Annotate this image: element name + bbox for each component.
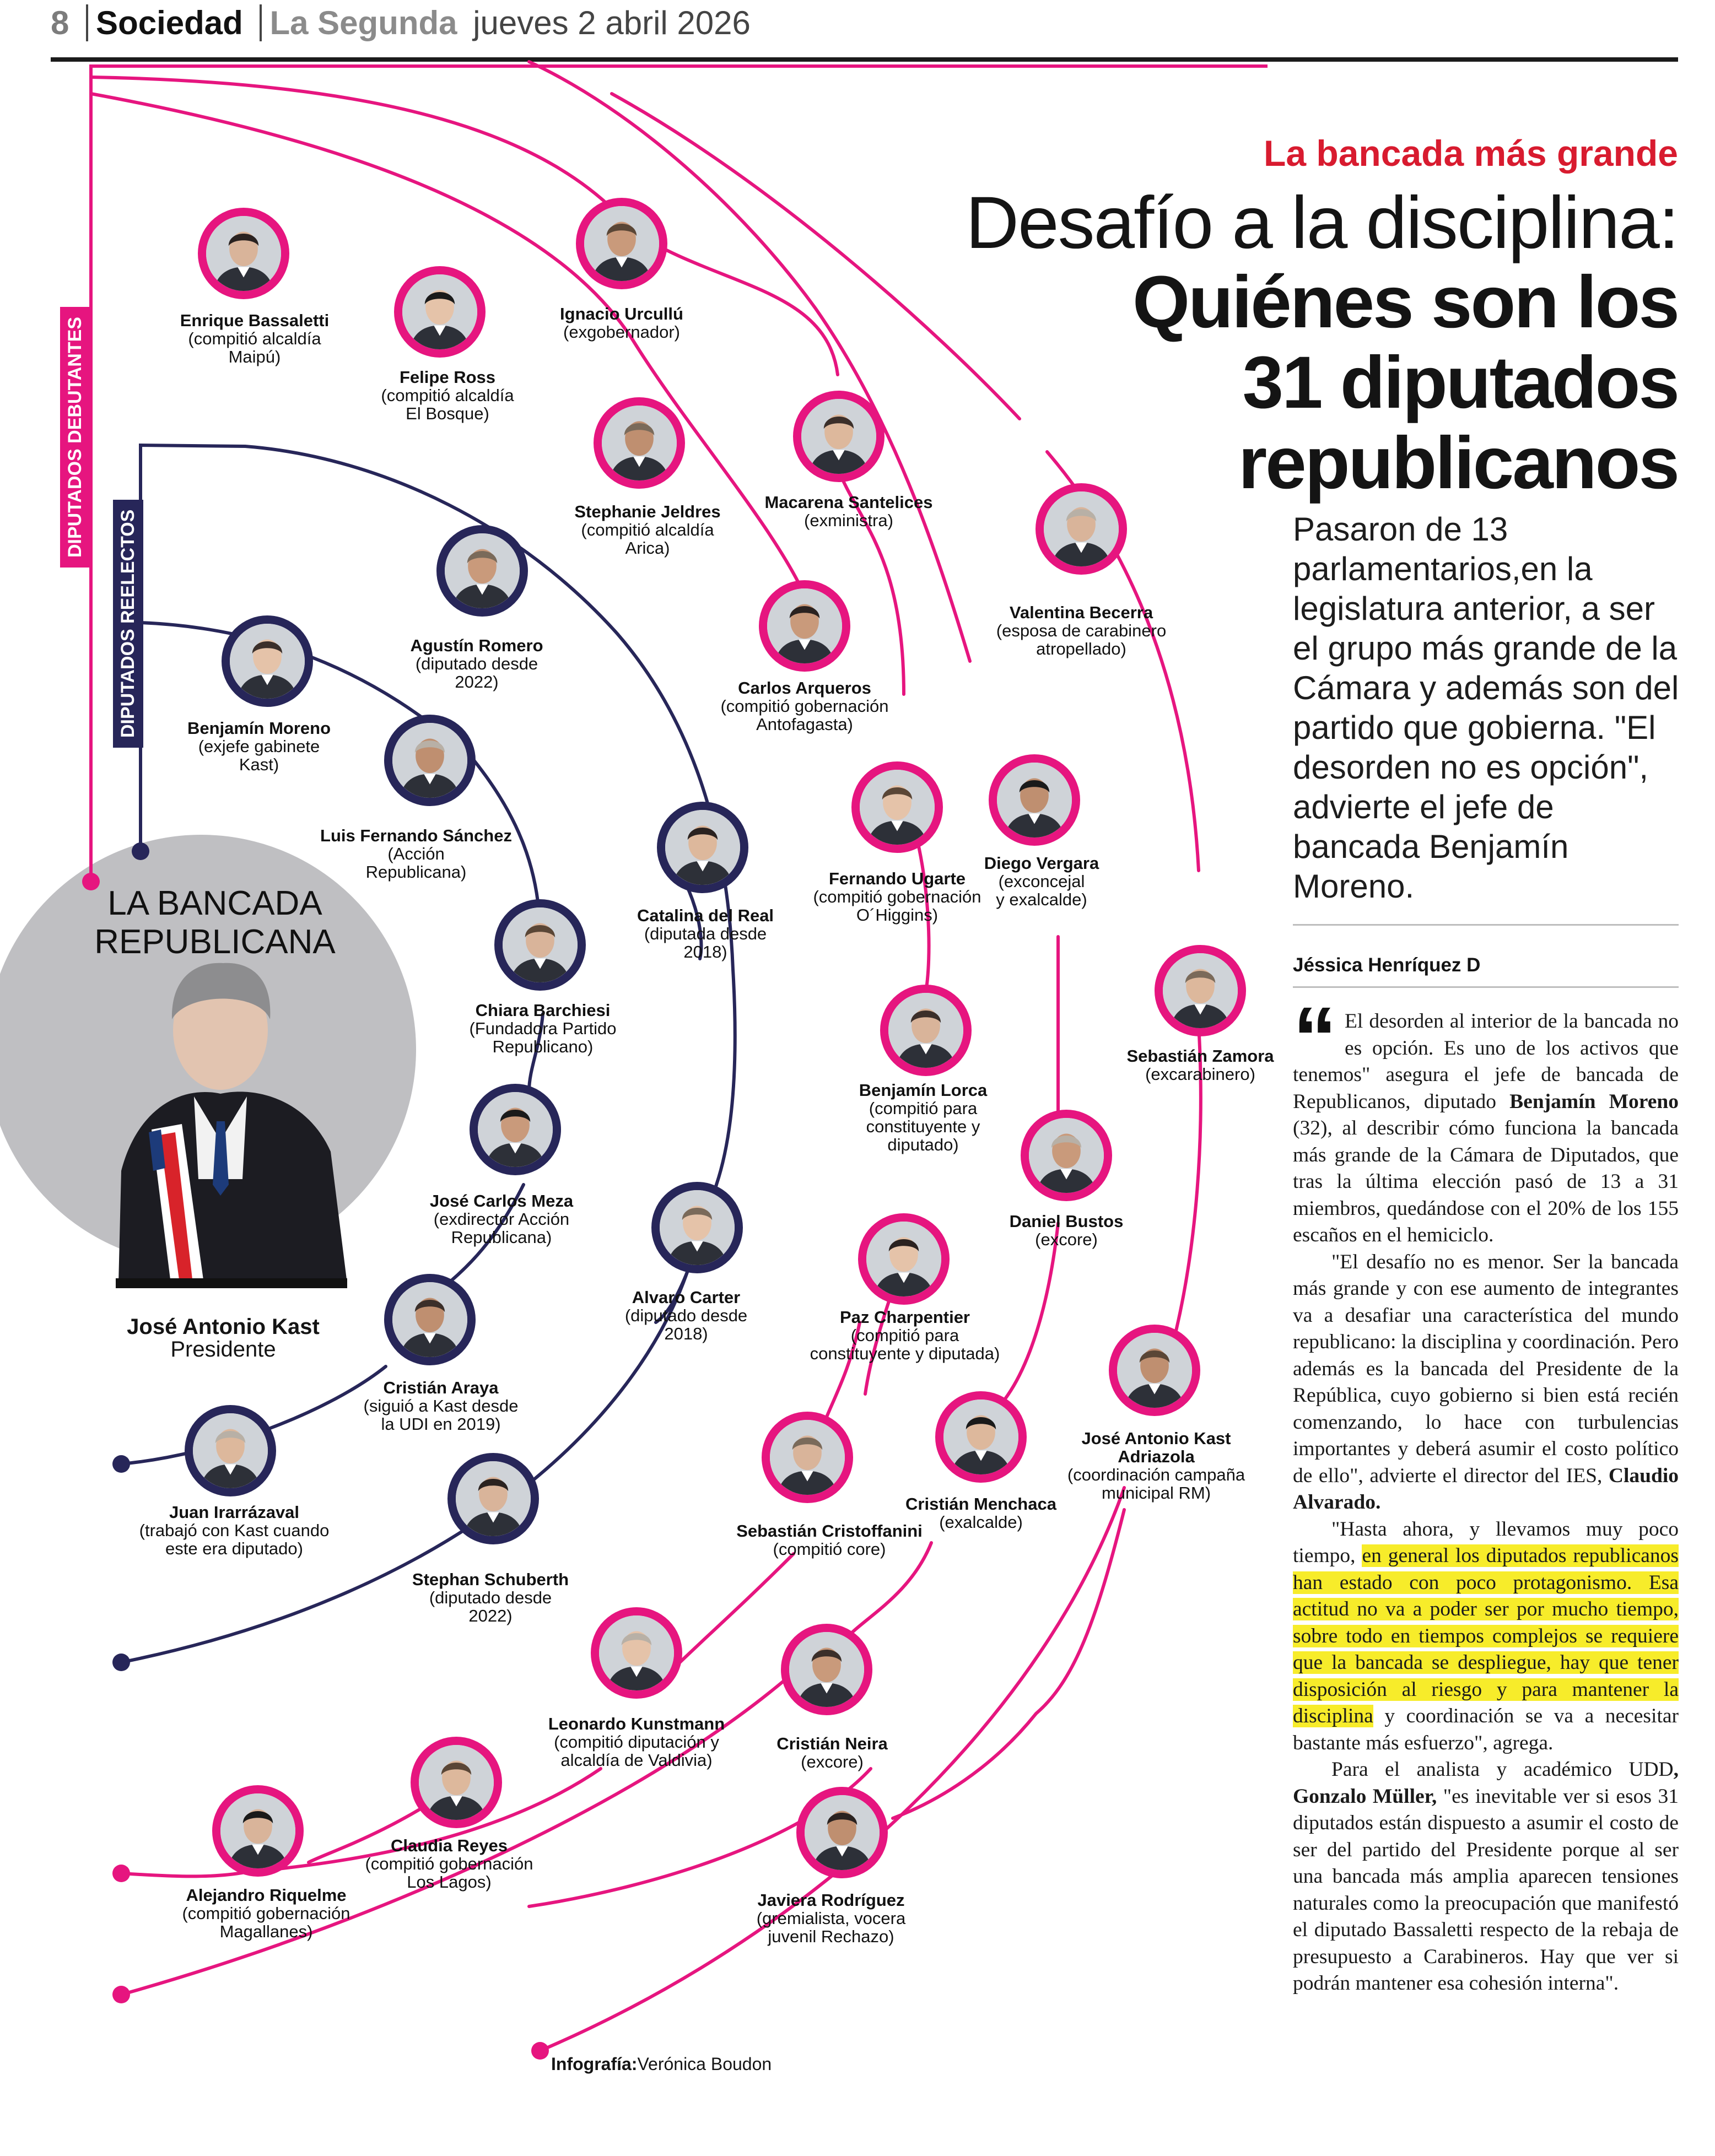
person-photo-icon: [888, 993, 963, 1068]
deputy-description: (exjefe gabinete: [198, 737, 320, 756]
portrait-charpentier: [858, 1213, 950, 1305]
portrait-neira: [781, 1624, 872, 1715]
deputy-label-reyes: [350, 1836, 548, 1891]
deputy-description: (excore): [1035, 1230, 1098, 1249]
person-photo-icon: [456, 1461, 531, 1536]
deputy-label-zamora: [1101, 1047, 1299, 1083]
bancada-title-line-2: REPUBLICANA: [94, 923, 336, 961]
deputy-name: Fernando Ugarte: [828, 869, 966, 888]
person-photo-icon: [866, 1222, 941, 1296]
deputy-description: (excarabinero): [1145, 1065, 1255, 1084]
highlighted-text: en general los diputados republicanos han estado con poco protagonismo. Esa actitud no va a poder ser por mucho tiempo, sobre todo en tiempos complejos se requiere que la bancada se despliegue, hay que tener disposición al riesgo y para mantener la disciplina: [1293, 1544, 1679, 1727]
deputy-name: José Carlos Meza: [429, 1191, 574, 1211]
deputy-name: Claudia Reyes: [391, 1836, 508, 1855]
person-name: Benjamín Moreno: [1509, 1090, 1679, 1113]
headline-line-1: Desafío a la disciplina:: [966, 182, 1678, 264]
deputy-description: 2018): [683, 942, 727, 961]
deputy-label-lorca: [824, 1081, 1022, 1154]
line-end-dot: [112, 1654, 130, 1671]
person-photo-icon: [478, 1092, 553, 1167]
deputy-description: (compitió alcaldía: [188, 329, 321, 348]
deputy-description: (compitió gobernación: [182, 1904, 350, 1923]
line-end-dot: [112, 1865, 130, 1882]
deputy-label-vergara: [942, 854, 1141, 909]
deputy-name: Daniel Bustos: [1009, 1212, 1124, 1231]
portrait-kunstmann: [591, 1607, 682, 1699]
portrait-santelices: [793, 391, 885, 482]
person-photo-icon: [193, 1413, 268, 1488]
deputy-label-jeldres: [548, 502, 747, 557]
person-photo-icon: [805, 1795, 880, 1870]
article-dek: Pasaron de 13 parlamentarios,en la legislatura anterior, a ser el grupo más grande de la Cámara y además son del partido que gobierna. "El desorden no es opción", advierte el jefe de bancada Benjamín Moreno.: [1293, 511, 1679, 905]
credit-label: Infografía:: [551, 2054, 638, 2074]
president-figure-base: [116, 1278, 347, 1288]
person-photo-icon: [599, 1615, 674, 1690]
line-end-dot: [112, 1455, 130, 1473]
deputy-description: constituyente y diputada): [810, 1344, 1000, 1363]
person-photo-icon: [220, 1793, 295, 1868]
deputy-description: (compitió core): [773, 1539, 886, 1559]
deputy-description: Magallanes): [219, 1922, 313, 1941]
president-role: Presidente: [170, 1337, 276, 1361]
deputy-description: (compitió para: [869, 1099, 978, 1118]
deputy-description: (compitió gobernación: [813, 887, 981, 906]
deputy-name: Luis Fernando Sánchez: [320, 826, 512, 845]
deputy-description: (coordinación campaña: [1067, 1465, 1245, 1484]
deputy-description: (siguió a Kast desde: [363, 1396, 519, 1415]
person-photo-icon: [392, 723, 467, 798]
paragraph-3: "Hasta ahora, y llevamos muy poco tiempo, en general los diputados republicanos han estado con poco protagonismo. Esa actitud no va a poder ser por mucho tiempo, sobre todo en tiempos complejos se requiere que la bancada se despliegue, hay que tener disposición al riesgo y para mantener la disciplina y coordinación se va a necesitar bastante más esfuerzo", agrega.: [1293, 1517, 1679, 1754]
person-photo-icon: [402, 274, 477, 349]
portrait-arqueros: [759, 580, 850, 672]
deputy-description: constituyente y: [866, 1117, 980, 1136]
deputy-description: 2018): [664, 1324, 708, 1343]
deputy-name: Stephanie Jeldres: [574, 502, 721, 521]
portrait-meza: [470, 1084, 561, 1175]
deputy-description: (Fundadora Partido: [469, 1019, 617, 1038]
deputy-description: (diputado desde: [415, 654, 538, 673]
deputy-label-rodriguez: [732, 1891, 930, 1946]
deputy-description: (compitió gobernación: [720, 696, 889, 716]
deputy-description: la UDI en 2019): [381, 1414, 501, 1434]
portrait-rodriguez: [796, 1787, 888, 1878]
deputy-description: juvenil Rechazo): [768, 1927, 894, 1946]
deputy-description: El Bosque): [406, 404, 489, 423]
deputy-label-kunstmann: [537, 1715, 736, 1769]
deputy-description: (gremialista, vocera: [756, 1909, 906, 1928]
portrait-ross: [394, 266, 486, 358]
byline-rule-top: [1293, 924, 1679, 926]
person-photo-icon: [1044, 491, 1119, 566]
person-name: Claudio Alvarado.: [1293, 1464, 1679, 1514]
deputy-label-schubert: [391, 1570, 590, 1625]
deputy-description: (trabajó con Kast cuando: [139, 1521, 330, 1540]
line-end-dot: [132, 842, 149, 860]
deputy-description: (compitió gobernación: [365, 1854, 533, 1873]
person-photo-icon: [419, 1745, 494, 1820]
deputy-name: Alvaro Carter: [632, 1288, 741, 1307]
portrait-delreal: [657, 802, 748, 893]
deputy-description: 2022): [468, 1606, 513, 1625]
person-name: Gonzalo Müller,: [1293, 1785, 1437, 1808]
deputy-description: Kast): [239, 755, 279, 774]
deputy-description: (exministra): [804, 511, 893, 530]
person-photo-icon: [943, 1399, 1018, 1474]
portrait-urcullu: [576, 198, 667, 289]
portrait-ugarte: [851, 761, 943, 853]
graphic-credit: [551, 2054, 772, 2074]
deputy-name: Paz Charpentier: [839, 1307, 970, 1327]
line-end-dot: [531, 2042, 549, 2060]
portrait-bustos: [1021, 1110, 1112, 1201]
person-photo-icon: [997, 763, 1072, 837]
person-photo-icon: [860, 770, 935, 845]
portrait-jeldres: [594, 397, 685, 489]
portrait-barchiesi: [494, 899, 586, 991]
deputy-label-sanchez: [317, 826, 515, 881]
portrait-araya: [384, 1274, 476, 1365]
deputy-label-becerra: [982, 603, 1180, 658]
deputy-name: Felipe Ross: [400, 368, 495, 387]
byline: Jéssica Henríquez D: [1293, 954, 1481, 976]
deputy-label-romero: [377, 636, 576, 691]
deputy-label-urcullu: [522, 305, 721, 341]
deputy-description: (excore): [801, 1752, 864, 1771]
page-number: 8: [51, 4, 69, 41]
portrait-bassaletti: [198, 208, 289, 299]
deputy-description: Republicano): [492, 1037, 594, 1056]
deputy-name: Carlos Arqueros: [738, 678, 871, 698]
publication-name: La Segunda: [260, 4, 457, 41]
kicker: La bancada más grande: [1264, 133, 1678, 174]
deputy-description: y exalcalde): [996, 890, 1087, 909]
person-photo-icon: [445, 533, 520, 608]
deputy-description: (diputado desde: [624, 1306, 748, 1325]
label-diputados-debutantes: DIPUTADOS DEBUTANTES: [60, 307, 90, 568]
connector-line: [612, 94, 1020, 419]
person-photo-icon: [665, 810, 740, 885]
portrait-schubert: [447, 1453, 539, 1544]
deputy-label-meza: [402, 1192, 601, 1246]
deputy-name: Agustín Romero: [410, 636, 543, 655]
deputy-description: Antofagasta): [756, 715, 853, 734]
person-photo-icon: [801, 399, 876, 474]
portrait-reyes: [411, 1737, 502, 1828]
person-photo-icon: [660, 1190, 735, 1265]
deputy-label-riquelme: [167, 1886, 365, 1941]
deputy-name: Valentina Becerra: [1009, 603, 1153, 622]
portrait-irarrazaval: [185, 1405, 276, 1496]
deputy-description: (diputada desde: [644, 924, 767, 943]
portrait-kastadriazola: [1109, 1325, 1200, 1416]
label-diputados-reelectos: DIPUTADOS REELECTOS: [113, 500, 143, 748]
deputy-label-bustos: [967, 1212, 1166, 1249]
bancada-title: [66, 884, 364, 961]
person-photo-icon: [789, 1632, 864, 1707]
deputy-label-carter: [587, 1288, 785, 1343]
deputy-name: Enrique Bassaletti: [180, 311, 330, 330]
deputy-name: Macarena Santelices: [764, 493, 933, 512]
deputy-label-kastadriazola: [1057, 1429, 1255, 1502]
deputy-description: (compitió para: [850, 1326, 959, 1345]
deputy-name: José Antonio Kast Adriazola: [1081, 1429, 1231, 1466]
deputy-description: (exgobernador): [563, 322, 680, 342]
portrait-romero: [436, 525, 528, 617]
deputy-description: 2022): [455, 672, 499, 691]
deputy-description: (exconcejal: [998, 872, 1085, 891]
person-photo-icon: [1029, 1118, 1104, 1193]
deputy-label-neira: [733, 1734, 931, 1771]
deputy-description: (Acción: [387, 844, 445, 863]
deputy-label-moreno: [160, 719, 358, 774]
connector-line: [667, 1554, 794, 1675]
portrait-menchaca: [935, 1391, 1027, 1483]
deputy-name: Cristián Menchaca: [905, 1494, 1056, 1514]
portrait-becerra: [1036, 483, 1127, 575]
person-photo-icon: [503, 907, 578, 982]
connector-line: [529, 62, 970, 661]
portrait-riquelme: [212, 1785, 304, 1877]
deputy-name: Benjamín Moreno: [187, 718, 331, 738]
person-photo-icon: [1163, 953, 1238, 1028]
portrait-zamora: [1155, 945, 1246, 1036]
portrait-carter: [651, 1182, 743, 1273]
article-body: [1293, 988, 1679, 1997]
deputy-description: (compitió diputación y: [554, 1732, 719, 1752]
deputy-description: este era diputado): [165, 1539, 303, 1558]
deputy-name: Diego Vergara: [984, 853, 1099, 873]
deputy-label-barchiesi: [444, 1001, 642, 1056]
person-photo-icon: [770, 1420, 845, 1495]
connector-line: [121, 1872, 245, 1876]
deputy-name: Chiara Barchiesi: [475, 1001, 611, 1020]
headline-main: [1132, 262, 1678, 504]
deputy-description: Republicana): [365, 862, 467, 882]
deputy-description: municipal RM): [1101, 1483, 1211, 1503]
deputy-description: (diputado desde: [429, 1588, 552, 1607]
byline-rule-bottom: [1293, 986, 1679, 988]
deputy-description: (exdirector Acción: [433, 1209, 570, 1229]
deputy-label-delreal: [606, 906, 805, 961]
deputy-name: Ignacio Urcullú: [560, 304, 683, 323]
deputy-name: Benjamín Lorca: [859, 1080, 988, 1100]
deputy-label-santelices: [749, 493, 948, 529]
deputy-description: Republicana): [451, 1228, 552, 1247]
headline-line-2: Quiénes son los: [1132, 261, 1678, 343]
deputy-name: Catalina del Real: [637, 906, 774, 925]
deputy-name: Leonardo Kunstmann: [548, 1714, 725, 1733]
deputy-label-araya: [342, 1379, 540, 1433]
portrait-vergara: [989, 754, 1080, 846]
deputy-description: Los Lagos): [407, 1872, 492, 1892]
line-end-dot: [112, 1986, 130, 2003]
person-photo-icon: [1117, 1333, 1192, 1408]
president-name: José Antonio Kast: [127, 1315, 320, 1339]
person-photo-icon: [392, 1282, 467, 1357]
section-name: Sociedad: [86, 4, 243, 41]
deputy-description: Arica): [625, 538, 670, 558]
deputy-description: diputado): [887, 1135, 959, 1154]
deputy-name: Juan Irarrázaval: [169, 1503, 300, 1522]
issue-date: jueves 2 abril 2026: [473, 4, 751, 41]
credit-name: Verónica Boudon: [637, 2054, 772, 2074]
deputy-label-bassaletti: [155, 311, 354, 366]
person-photo-icon: [584, 206, 659, 281]
deputy-name: Cristián Araya: [383, 1378, 499, 1397]
deputy-label-charpentier: [806, 1308, 1004, 1363]
deputy-label-irarrazaval: [135, 1503, 333, 1558]
deputy-name: Javiera Rodríguez: [757, 1890, 905, 1910]
deputy-description: Maipú): [228, 347, 281, 366]
deputy-label-arqueros: [705, 679, 904, 733]
deputy-label-ross: [348, 368, 547, 423]
paragraph-1: “ El desorden al interior de la bancada no es opción. Es uno de los activos que tenemos" asegura el jefe de bancada de Republicanos, diputado Benjamín Moreno (32), al describir cómo funciona la bancada más grande de la Cámara de Diputados, que tras la última elección pasó de 13 a 31 miembros, quedándose con el 20% de los 155 escaños en el hemiciclo.: [1293, 988, 1679, 1246]
deputy-description: atropellado): [1036, 639, 1126, 658]
portrait-sanchez: [384, 715, 476, 806]
deputy-description: (esposa de carabinero: [996, 621, 1167, 640]
person-photo-icon: [767, 588, 842, 663]
deputy-name: Alejandro Riquelme: [186, 1885, 347, 1905]
deputy-description: (exalcalde): [939, 1512, 1023, 1532]
person-photo-icon: [206, 216, 281, 291]
person-photo-icon: [602, 406, 677, 480]
person-photo-icon: [230, 624, 305, 699]
headline-line-4: republicanos: [1238, 422, 1678, 504]
deputy-label-cristoffanini: [730, 1522, 929, 1558]
portrait-cristoffanini: [762, 1412, 853, 1503]
deputy-name: Stephan Schuberth: [412, 1570, 569, 1589]
portrait-lorca: [880, 985, 972, 1076]
paragraph-4: Para el analista y académico UDD, Gonzalo Müller, "es inevitable ver si esos 31 diputados están dispuesto a asumir el costo de ser del partido del Presidente porque al ser una bancada más amplia aparecen tensiones naturales como la preocupación que manifestó el diputado Bassaletti respecto de la rebaja de presupuesto a Carabineros. Hay que ver si podrán mantener esa cohesión interna".: [1293, 1758, 1679, 1995]
president-caption: [113, 1316, 333, 1361]
deputy-description: (compitió alcaldía: [581, 520, 714, 539]
quote-mark-icon: “: [1293, 988, 1337, 1087]
deputy-description: (compitió alcaldía: [381, 386, 514, 405]
deputy-description: alcaldía de Valdivia): [560, 1750, 713, 1770]
headline-line-3: 31 diputados: [1242, 342, 1678, 424]
deputy-name: Sebastián Zamora: [1126, 1046, 1274, 1066]
portrait-moreno: [222, 615, 313, 707]
deputy-name: Cristián Neira: [776, 1734, 888, 1753]
deputy-name: Sebastián Cristoffanini: [736, 1521, 923, 1541]
paragraph-2: "El desafío no es menor. Ser la bancada más grande y con ese aumento de integrantes va a desafiar una característica del mundo republicano: la disciplina y coordinación. Pero además es la bancada del Presidente de la República, cuyo gobierno si bien está recién comenzando, lo hace con turbulencias importantes y deberá asumir el costo político de ello", advierte el director del IES, Claudio Alvarado.: [1293, 1250, 1679, 1514]
bancada-title-line-1: LA BANCADA: [107, 884, 322, 922]
deputy-description: O´Higgins): [856, 905, 939, 925]
